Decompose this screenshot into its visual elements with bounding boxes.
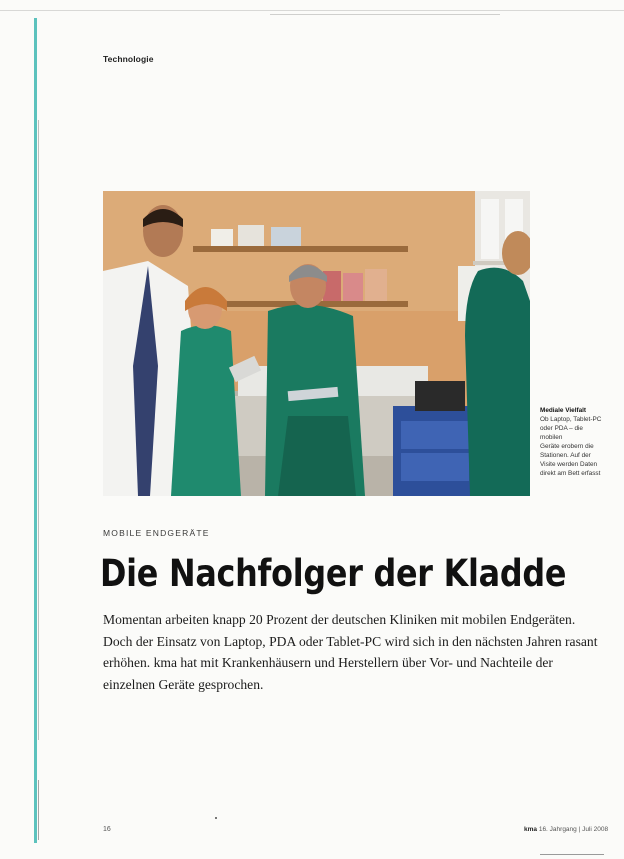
caption-line: Geräte erobern die (540, 443, 594, 450)
binding-shadow (38, 120, 39, 740)
magazine-name: kma (524, 826, 538, 833)
issue-info: 16. Jahrgang | Juli 2008 (538, 826, 609, 833)
article-photo (103, 191, 530, 496)
article-lead: Momentan arbeiten knapp 20 Prozent der deutschen Kliniken mit mobilen Endgeräten. Doch der Einsatz von Laptop, PDA oder Tablet-PC wird sich in den nächsten Jahren rasant erhöhen. kma hat mit Krankenhäusern und Herstellern über Vor- und Nachteile der einzelnen Geräte gesprochen. (103, 612, 598, 692)
section-label: Technologie (103, 54, 154, 64)
caption-line: Stationen. Auf der (540, 452, 591, 459)
binding-shadow (38, 780, 39, 840)
footer-rule (540, 854, 604, 855)
photo-illustration (103, 191, 530, 496)
caption-line: direkt am Bett erfasst (540, 470, 601, 477)
caption-line: Visite werden Daten (540, 461, 598, 468)
article-kicker: MOBILE ENDGERÄTE (103, 528, 210, 538)
photo-caption (540, 406, 602, 478)
caption-title: Mediale Vielfalt (540, 407, 587, 414)
scan-edge-line (0, 10, 624, 11)
scan-speck (215, 817, 217, 819)
scan-edge-line (270, 14, 500, 15)
caption-line: oder PDA – die mobilen (540, 425, 583, 441)
caption-line: Ob Laptop, Tablet-PC (540, 416, 602, 423)
accent-bar (34, 18, 37, 843)
page-number: 16 (103, 826, 111, 833)
article-headline: Die Nachfolger der Kladde (100, 552, 567, 595)
footer-issue (524, 826, 608, 833)
